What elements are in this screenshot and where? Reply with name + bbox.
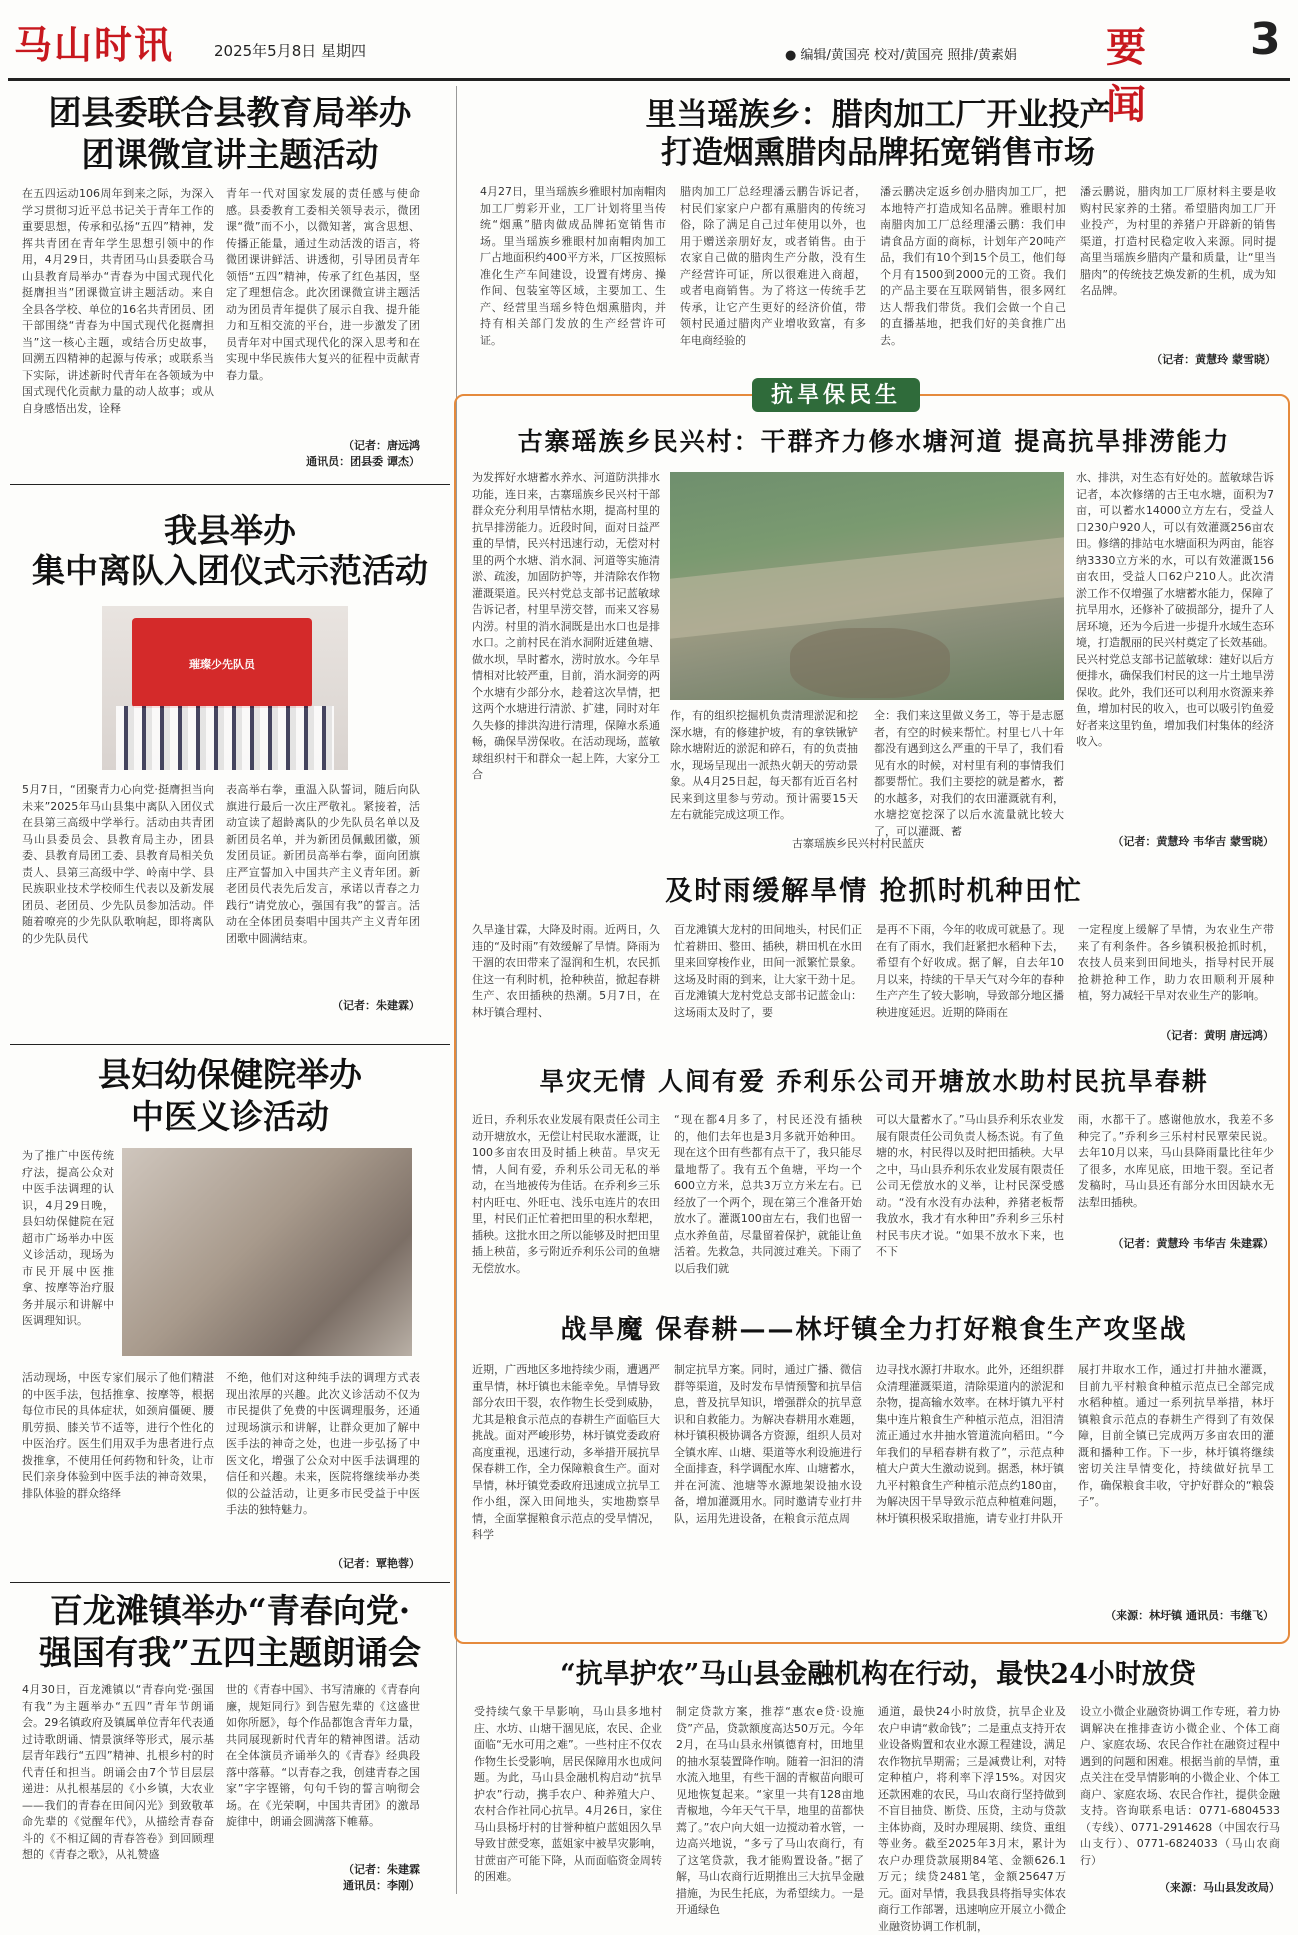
body-col1: 为发挥好水塘蓄水养水、河道防洪排水功能，连日来，古寨瑶族乡民兴村干部群众充分利用旱情枯水期，提高村里的抗旱排涝能力。近段时间，面对日益严重的旱情，民兴村迅速行动，无偿对村里的两个水塘、消水洞、河道等实施清淤、疏浚，加固防护等，并清除农作物灌溉渠道。民兴村党总支部书记蓝敏球告诉记者，村里旱涝交替，而来又容易内涝。村里的消水洞既是出水口也是排水口。之前村民在消水洞附近建鱼塘、做水坝，旱时蓄水，涝时放水。今年旱情相对比较严重，目前，消水洞旁的两个水塘有少部分水，趁着这次旱情，把这两个水塘进行清淤、扩建，同时对年久失修的排洪沟进行清理，保障水系通畅，确保旱涝保收。在活动现场，蓝敏球组织村干和群众一起上阵，大家分工合 — [472, 471, 660, 781]
body-col1: 4月27日，里当瑶族乡雅眼村加南帽肉加工厂剪彩开业，工厂计划将里当传统“烟熏”腊肉做成品牌拓宽销售市场。里当瑶族乡雅眼村加南帽肉加工厂占地面积约400平方米，厂区按照标准化生产车间建设，设置有烤房、操作间、包装室等区域，主要加工、生产、经营里当瑶乡特色烟熏腊肉，并持有相关部门发放的生产经营许可证。 — [480, 185, 666, 347]
byline-1: （记者：唐远鸿 — [343, 439, 420, 452]
page-number: 3 — [1250, 14, 1281, 65]
article-youth-league — [10, 86, 450, 478]
byline-1: （记者：朱建霖 — [343, 1863, 420, 1876]
body-col3: 可以大量蓄水了。”马山县乔利乐农业发展有限责任公司负责人杨杰说。有了鱼塘的水，村民得以及时把田插秧。大早之中，马山县乔利乐农业发展有限责任公司无偿放水的义举，让村民深受感动。“没有水没有办法种，养猪老板帮我放水，我才有水种田”乔利乡三乐村村民韦庆才说。“如果不放水下来，也不下 — [876, 1113, 1064, 1258]
byline: （来源：林圩镇 通讯员：韦继飞） — [1105, 1609, 1274, 1622]
article-cured-meat — [466, 88, 1290, 380]
byline: （记者：黄慧玲 蒙雪晓） — [1151, 353, 1276, 366]
headline-line2: 中医义诊活动 — [131, 1097, 329, 1136]
headline-line2: 集中离队入团仪式示范活动 — [32, 551, 428, 590]
byline: （记者：朱建霖） — [332, 999, 420, 1012]
body-col4: 雨，水都干了。感谢他放水，我差不多种完了。”乔利乡三乐村村民覃荣民说。去年10月以来，马山县降雨量比往年少了很多，水库见底，田地干裂。至记者发稿时，马山县还有部分水田因缺水无法犁田插秧。 — [1078, 1113, 1274, 1209]
body-col1: 4月30日，百龙滩镇以“青春向党·强国有我”为主题举办“五四”青年节朗诵会。29名镇政府及镇属单位青年代表通过诗歌朗诵、情景演绎等形式，展示基层青年践行“五四”精神、扎根乡村的时代青任和担当。朗诵会由7个节目层层递进：从扎根基层的《小乡镇，大农业——我们的青春在田间闪光》到致敬革命先辈的《觉醒年代》，从描绘青春奋斗的《不相辽阔的青春答卷》到回顾理想的《青春之歌》，从礼赞盛 — [22, 1683, 214, 1861]
body-col4: 潘云鹏说，腊肉加工厂原材料主要是收购村民家养的土猪。希望腊肉加工厂开业投产，为村里的养猪户开辟新的销售渠道，打造村民稳定收入来源。同时提高里当瑶族乡腊肉产量和质量，让“里当腊肉”的传统技艺焕发新的生机，成为知名品牌。 — [1080, 185, 1276, 297]
headline-line1: 团县委联合县教育局举办 — [48, 93, 412, 132]
body-col4: 展打井取水工作，通过打井抽水灌溉，目前九平村粮食种植示范点已全部完成水稻种植。通过一系列抗旱举措，林圩镇粮食示范点的春耕生产得到了有效保障，目前全镇已完成两万多亩农田的灌溉和播种工作。下一步，林圩镇将继续密切关注旱情变化，持续做好抗旱工作，确保粮食丰收，守护好群众的“粮袋子”。 — [1078, 1363, 1274, 1508]
headline-line2: 团课微宣讲主题活动 — [81, 135, 379, 174]
divider — [10, 484, 450, 485]
body-col3: 边寻找水源打井取水。此外，还组织群众清理灌溉渠道，清除渠道内的淤泥和杂物，提高输水效率。在林圩镇九平村集中连片粮食生产种植示范点，泪泪清流正通过水井抽水管道流向稻田。“今年我们的早稻春耕有救了”，示范点种植大户黄大生激动说到。据悉，林圩镇九平村粮食生产种植示范点约180亩，为解决因干旱导致示范点种植难问题，林圩镇积极采取措施，请专业打井队开 — [876, 1363, 1064, 1525]
body-col1: 受持续气象干旱影响，马山县多地村庄、水坊、山塘干涸见底，农民、企业面临“无水可用之难”。一些村庄不仅农作物生长受影响，居民保障用水也成问题。为此，马山县金融机构启动“抗旱护农”行动，携手农户、种养殖大户、农村合作社同心抗旱。4月26日，家住马山县杨圩村的甘誉种植户蓝姐因久旱导致甘蔗受寒，蓝姐家中被旱灾影响，甘蔗亩产可能下降，从而面临资金周转的困难。 — [474, 1705, 662, 1883]
drought-section-banner: 抗旱保民生 — [752, 378, 920, 412]
divider — [10, 1044, 450, 1045]
photo-pond-area — [790, 628, 950, 698]
article-pioneers — [10, 490, 450, 1040]
divider — [10, 1582, 450, 1583]
body-col4: 一定程度上缓解了旱情，为农业生产带来了有利条件。各乡镇积极抢抓时机，农技人员来到田间地头，指导村民开展抢耕抢种工作，助力农田顺利开展种植，努力减轻干旱对农业生产的影响。 — [1078, 923, 1274, 1002]
body-col1-bottom: 活动现场，中医专家们展示了他们精湛的中医手法，包括推拿、按摩等，根据每位市民的具体症状，如颈肩僵硬、腰肌劳损、膝关节不适等，进行个性化的中医治疗。医生们用双手为患者进行点拨推拿，不使用任何药物和针灸，让市民们亲身体验到中医手法的神奇效果，排队体验的群众络绎 — [22, 1371, 214, 1500]
body-col1: 5月7日，“团聚青力心向党·挺膺担当向未来”2025年马山县集中离队入团仪式在县第三高级中学举行。活动由共青团马山县委员会、县教育局主办，团县委、县教育局团工委、县教育局相关负责人、县第三高级中学、岭南中学、县民族职业技术学校师生代表以及新发展团员、老团员、少先队员参加活动。伴随着嘹亮的少先队队歌响起，即将离队的少先队员代 — [22, 783, 214, 945]
section-title: 要 闻 — [1106, 24, 1176, 128]
clinic-photo — [122, 1148, 412, 1356]
byline: （记者：黄慧玲 韦华吉 蒙雪晓） — [1112, 835, 1274, 848]
body-col1: 近期，广西地区多地持续少雨，遭遇严重旱情，林圩镇也未能幸免。旱情导致部分农田干裂，农作物生长受到威胁，尤其是粮食示范点的春耕生产面临巨大挑战。面对严峻形势，林圩镇党委政府高度重视，迅速行动，多举措开展抗旱保春耕工作，全力保障粮食生产。面对旱情，林圩镇党委政府迅速成立抗旱工作小组，深入田间地头，实地勘察旱情，全面掌握粮食示范点的受旱情况，科学 — [472, 1363, 660, 1541]
body-col3: 通道，最快24小时放贷，抗旱企业及农户申请“救命钱”；二是重点支持开农业设备购置和农业水源工程建设，满足农作物抗旱期需；三是减费让利，对特定种植户，将利率下浮15%。对因灾还款困难的农民，马山农商行坚持做到不盲目抽贷、断贷、压贷，主动与贷款主体协商，及时办理展期、续贷、重组等业务。截至2025年3月末，累计为农户办理贷款展期84笔、金额626.1万元；续贷2481笔，金额25647万元。面对旱情，我县我县将指导实体农商行工作部署，迅速响应开展立小微企业融资协调工作机制， — [878, 1705, 1066, 1933]
photo-field-band — [670, 537, 1064, 638]
body-col2: 世的《青春中国》、书写清廉的《青春向廉，规矩同行》到告慰先辈的《这盛世如你所愿》，每个作品都饱含青年力量，共同展现新时代青年的精神图谱。活动在全体演员齐诵举久的《青春》经典段落中落幕。“以青春之我，创建青春之国家”字字铿锵，句句千钧的誓言响彻会场。在《光荣啊，中国共青团》的激昂旋律中，朗诵会圆满落下帷幕。 — [226, 1683, 420, 1828]
headline: 旱灾无情 人间有爱 乔利乐公司开塘放水助村民抗旱春耕 — [539, 1067, 1209, 1096]
headline: 战旱魔 保春耕——林圩镇全力打好粮食生产攻坚战 — [560, 1315, 1188, 1345]
headline: “抗旱护农”马山县金融机构在行动，最快24小时放贷 — [560, 1659, 1196, 1690]
body-col2: 腊肉加工厂总经理潘云鹏告诉记者，村民们家家户户都有熏腊肉的传统习俗，除了满足自己过年使用以外，也用于赠送亲朋好友，或者销售。由于农家自己做的腊肉生产分散，没有生产经营许可证，所以很难进入商超，或者电商销售。为了将这一传统手艺传承，让它产生更好的经济价值，带领村民通过腊肉产业增收致富，有多年电商经验的 — [680, 185, 866, 347]
article-company-water — [466, 1060, 1282, 1300]
article-tcm-clinic — [10, 1048, 450, 1578]
body-col2: 制定贷款方案，推荐“惠农e贷·设施贷”产品，贷款额度高达50万元。今年2月，在马山县永州镇德育村，田地里的抽水泵装置降作响。随着一汩汩的清水流入地里，有些干涸的青椒苗向眼可见地恢复起来。“家里一共有128亩地青椒地，今年天气干旱，地里的苗都快蔫了。”农户向大姐一边搅动着水管，一边高兴地说，“多亏了马山农商行，有了这笔贷款，我才能购置设备。”据了解，马山农商行近期推出三大抗旱金融措施，为民生托底，为希望续力。一是开通绿色 — [676, 1705, 864, 1916]
body-col2-left: 作，有的组织挖掘机负责清理淤泥和挖深水塘，有的修建护坡，有的拿铁锹铲除水塘附近的淤泥和碎石，有的负责抽水，现场呈现出一派热火朝天的劳动景象。从4月25日起，每天都有近百名村民来到这里参与劳动。预计需要15天左右就能完成这项工作。 — [670, 709, 858, 821]
body-col3: 潘云鹏决定返乡创办腊肉加工厂，把本地特产打造成知名品牌。雅眼村加南腊肉加工厂总经理潘云鹏：我们申请食品方面的商标，计划年产20吨产品，我们有10个到15个员工，他们每个月有1500到2000元的工资。我们的产品主要在互联网销售，很多网红达人帮我们带货。我们会做一个自己的直播基地，把我们好的美食推广出去。 — [880, 185, 1066, 347]
headline-line1: 县妇幼保健院举办 — [98, 1055, 362, 1094]
body-col2: 不绝，他们对这种纯手法的调理方式表现出浓厚的兴趣。此次义诊活动不仅为市民提供了免费的中医调理服务，还通过现场演示和讲解，让群众更加了解中医手法的神奇之处，也进一步弘扬了中医文化，增强了公众对中医手法调理的信任和兴趣。未来，医院将继续举办类似的公益活动，让更多市民受益于中医手法的独特魅力。 — [226, 1371, 420, 1516]
byline: （来源：马山县发改局） — [1159, 1881, 1280, 1894]
headline-line1: 我县举办 — [164, 511, 296, 550]
pond-worksite-photo — [670, 472, 1064, 700]
body-col2: 表高举右拳，重温入队誓词，随后向队旗进行最后一次庄严敬礼。紧接着，活动宣读了超龄离队的少先队员名单以及新团员名单，并为新团员佩戴团徽，颁发团员证。新团员高举右拳，面向团旗庄严宣誓加入中国共产主义青年团。新老团员代表先后发言，承诺以青春之力践行“请党放心，强国有我”的誓言。活动在全体团员奏唱中国共产主义青年团团歌中圆满结束。 — [226, 783, 420, 945]
headline-line1: 里当瑶族乡：腊肉加工厂开业投产 — [645, 97, 1111, 133]
students-row — [116, 706, 334, 770]
byline-2: 通讯员：李刚） — [343, 1879, 420, 1892]
article-spring-farming — [466, 1306, 1282, 1634]
ceremony-screen — [132, 618, 312, 708]
headline-line2: 打造烟熏腊肉品牌拓宽销售市场 — [661, 135, 1095, 171]
body-col1-top: 为了推广中医传统疗法，提高公众对中医手法调理的认识，4月29日晚，县妇幼保健院在冠超市广场举办中医义诊活动，现场为市民开展中医推拿、按摩等治疗服务并展示和讲解中医调理知识。 — [22, 1149, 114, 1327]
headline: 及时雨缓解旱情 抢抓时机种田忙 — [665, 876, 1083, 907]
byline-2: 通讯员：团县委 谭杰） — [306, 455, 420, 468]
article-recital — [10, 1586, 450, 1896]
editors-credit: ● 编辑/黄国亮 校对/黄国亮 照排/黄素娟 — [785, 48, 1017, 63]
headline: 古寨瑶族乡民兴村：干群齐力修水塘河道 提高抗旱排涝能力 — [517, 427, 1231, 456]
body-col1: 近日，乔利乐农业发展有限责任公司主动开塘放水，无偿让村民取水灌溉，让100多亩农田及时插上秧苗。旱灾无情，人间有爱，乔利乐公司无私的举动，在当地被传为佳话。在乔利乡三乐村内旺屯、外旺屯、浅乐屯连片的农田里，村民们正忙着把田里的积水犁耙，插秧。这批水田之所以能够及时把田里插上秧苗，多亏附近乔利乐公司的鱼塘无偿放水。 — [472, 1113, 660, 1275]
byline: （记者：黄明 唐远鸿） — [1160, 1029, 1274, 1042]
body-col3: 是再不下雨，今年的收成可就悬了。现在有了雨水，我们赶紧把水稻种下去，希望有个好收成。据了解，自去年10月以来，持续的干旱天气对今年的春种生产产生了较大影响，导致部分地区播秧进度延迟。近期的降雨在 — [876, 923, 1064, 1019]
body-col2: 百龙滩镇大龙村的田间地头，村民们正忙着耕田、整田、插秧，耕田机在水田里来回穿梭作业，田间一派繁忙景象。这场及时雨的到来，让大家干劲十足。百龙滩镇大龙村党总支部书记蓝金山：这场雨太及时了，要 — [674, 923, 862, 1019]
body-col1: 久旱逢甘霖，大降及时雨。近两日，久违的“及时雨”有效缓解了旱情。降雨为干涸的农田带来了湿润和生机，农民抓住这一有利时机，抢种秧苗，掀起春耕生产、农田插秧的热潮。5月7日，在林圩镇合理村、 — [472, 923, 660, 1019]
body-col2: “现在都4月多了，村民还没有插秧的，他们去年也是3月多就开始种田。现在这个田有些都有点干了，我只能尽量地帮了。我有五个鱼塘，平均一个600立方米，总共3万立方米左右。已经放了一个两个，现在第三个准备开始放水了。灌溉100亩左右，我们也留一点水养鱼苗，尽量留着保护，就能让鱼活着。先救急，共同渡过难关。下雨了以后我们就 — [674, 1113, 862, 1275]
byline: （记者：黄慧玲 韦华吉 朱建霖） — [1112, 1237, 1274, 1250]
issue-date: 2025年5月8日 星期四 — [214, 42, 367, 60]
body-col2: 青年一代对国家发展的责任感与使命感。县委教育工委相关领导表示，微团课“微”而不小，以微知著，寓含思想、传播正能量，通过生动活泼的语言，将微团课讲鲜活、讲透彻，引导团员青年领悟“五四”精神，传承了红色基因，坚定了理想信念。此次团课微宣讲主题活动为团员青年提供了展示自我、提升能力和互相交流的平台，进一步激发了团员青年对中国式现代化的深入思考和在实现中华民族伟大复兴的征程中贡献青春力量。 — [226, 187, 420, 382]
photo-caption: 古寨瑶族乡民兴村村民蓝庆 — [792, 837, 924, 850]
body-col4: 设立小微企业融资协调工作专班，着力协调解决在推排查访小微企业、个体工商户、家庭农场、农民合作社在融资过程中遇到的问题和困难。根据当前的旱情，重点关注在受旱情影响的小微企业、个体工商户、家庭农场、农民合作社，提供金融支持。咨询联系电话：0771-6804533（专线）、0771-2914628（中国农行马山支行）、0771-6824033（马山农商行） — [1080, 1705, 1280, 1867]
ceremony-photo — [102, 606, 348, 770]
masthead-rule — [8, 78, 1290, 81]
article-finance — [466, 1652, 1290, 1933]
headline-line1: 百龙滩镇举办“青春向党· — [49, 1591, 411, 1630]
body-col3: 水、排洪，对生态有好处的。蓝敏球告诉记者，本次修缮的古王屯水塘，面积为7亩，可以蓄水14000立方左右，受益人口230户920人，可以有效灌溉256亩农田。修缮的排站屯水塘面积为两亩，能容纳3330立方米的水，可以有效灌溉156亩农田，受益人口62户210人。此次清淤工作不仅增强了水塘蓄水能力，保障了抗旱用水，还修补了破损部分，提升了人居环境，还为今后进一步提升水域生态环境，打造靓丽的民兴村奠定了长效基础。民兴村党总支部书记蓝敏球：建好以后方便排水，确保我们村民的这一片土地旱涝保收。此外，我们还可以利用水资源来养鱼，增加村民的收入，也可以吸引钓鱼爱好者来这里钓鱼，增加我们村集体的经济收入。 — [1076, 471, 1274, 748]
newspaper-logo: 马山时讯 — [14, 22, 175, 67]
article-timely-rain — [466, 872, 1282, 1052]
body-col1: 在五四运动106周年到来之际，为深入学习贯彻习近平总书记关于青年工作的重要思想，传承和弘扬“五四”精神，发挥共青团在青年学生思想引领中的作用，4月29日，共青团马山县委联合马山县教育局举办“青春为中国式现代化挺膺担当”团课微宣讲主题活动。来自全县各学校、单位的16名共青团员、团干部围绕“青春为中国式现代化挺膺担当”这一核心主题，或结合历史故事，回溯五四精神的起源与传承；或联系当下实际，讲述新时代青年在各领域为中国式现代化贡献力量的动人故事；或从自身感悟出发，诠释 — [22, 187, 214, 415]
headline-line2: 强国有我”五四主题朗诵会 — [39, 1633, 421, 1672]
screen-text: 璀璨少先队员 — [189, 658, 255, 671]
byline: （记者：覃艳蓉） — [332, 1557, 420, 1570]
article-pond-dredging — [466, 418, 1282, 858]
body-col2-right: 全：我们来这里做义务工，等于是志愿者，有空的时候来帮忙。村里七八十年都没有遇到这么严重的干旱了，我们看见有水的时候，对村里有利的事情我们都要帮忙。我们主要挖的就是蓄水，蓄的水越多，对我们的农田灌溉就有利，水塘挖宽挖深了以后水流量就比较大了，可以灌溉、蓄 — [874, 709, 1064, 838]
body-col2: 制定抗旱方案。同时，通过广播、微信群等渠道，及时发布旱情预警和抗旱信息，普及抗旱知识，增强群众的抗旱意识和自救能力。为解决春耕用水难题，林圩镇积极协调各方资源，组织人员对全镇水库、山塘、渠道等水利设施进行全面排查，科学调配水库、山塘蓄水，并在河流、池塘等水源地架设抽水设备，增加灌溉用水。同时邀请专业打井队，运用先进设备，在粮食示范点周 — [674, 1363, 862, 1525]
